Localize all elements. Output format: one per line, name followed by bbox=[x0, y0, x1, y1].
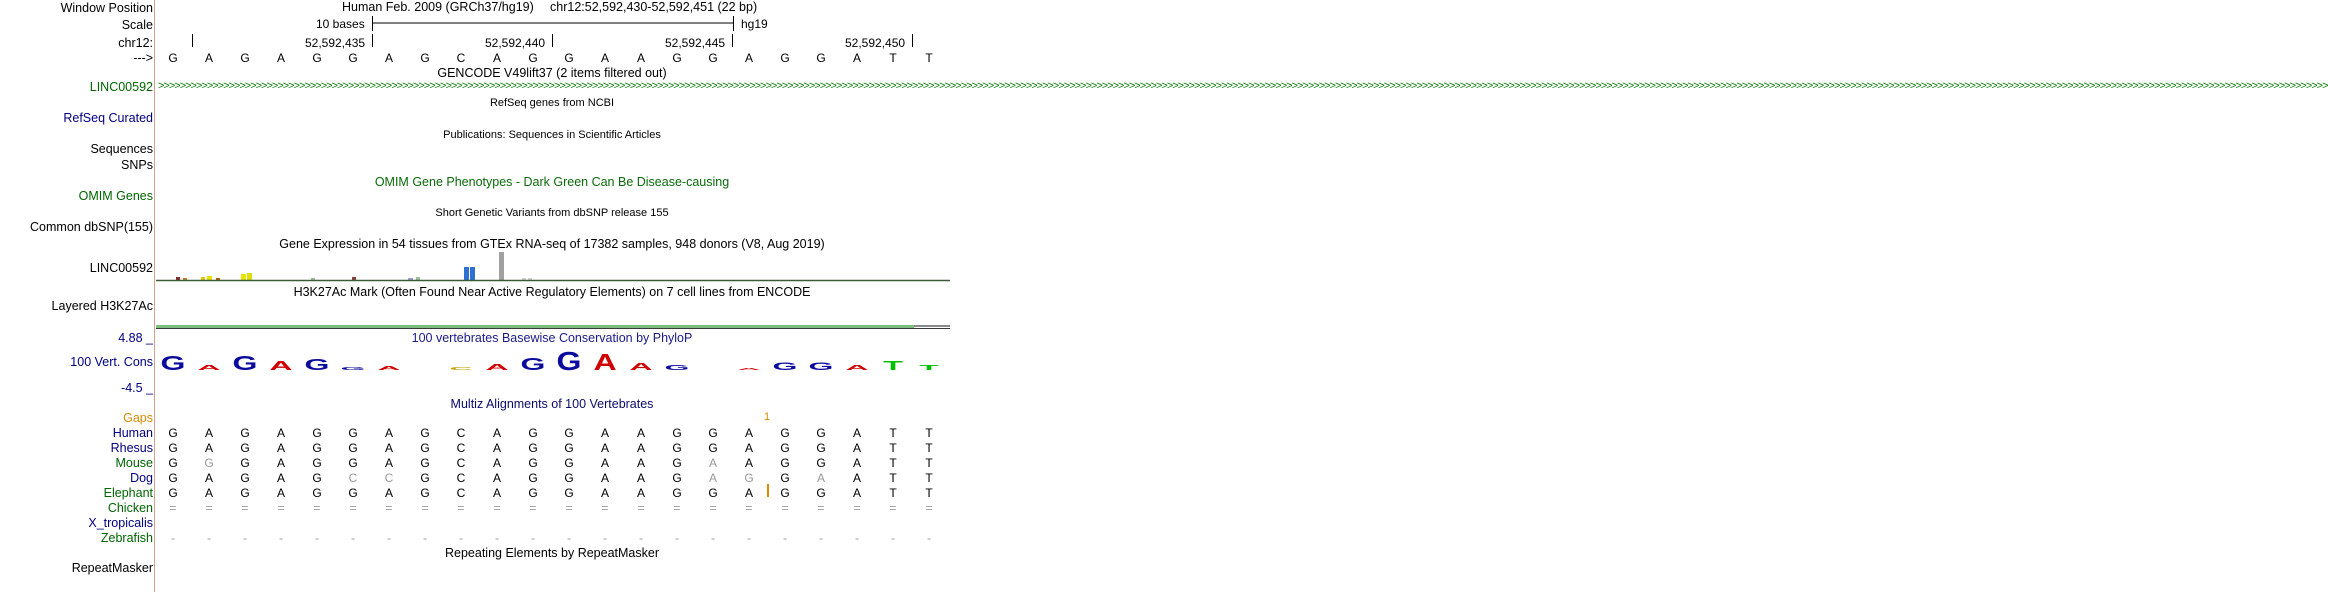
aligned-base: = bbox=[853, 501, 861, 515]
aligned-base: T bbox=[889, 456, 897, 470]
reference-base: G bbox=[420, 51, 430, 65]
aligned-base: - bbox=[315, 531, 319, 545]
reference-base: G bbox=[780, 51, 790, 65]
publications-title: Publications: Sequences in Scientific Articles bbox=[443, 129, 661, 141]
aligned-base: A bbox=[600, 486, 609, 500]
aligned-base: = bbox=[241, 501, 249, 515]
aligned-base: A bbox=[852, 441, 861, 455]
phylop-logo-letter: A bbox=[737, 367, 761, 371]
omim-title: OMIM Gene Phenotypes - Dark Green Can Be Disease-causing bbox=[374, 175, 730, 189]
aligned-base: G bbox=[168, 441, 178, 455]
aligned-base: A bbox=[384, 456, 393, 470]
aligned-base: - bbox=[279, 531, 283, 545]
aligned-base: G bbox=[528, 441, 538, 455]
aligned-base: T bbox=[925, 456, 933, 470]
h3k27ac-title: H3K27Ac Mark (Often Found Near Active Regulatory Elements) on 7 cell lines from ENCODE bbox=[293, 285, 811, 299]
aligned-base: A bbox=[492, 456, 501, 470]
reference-base: G bbox=[528, 51, 538, 65]
aligned-base: - bbox=[603, 531, 607, 545]
chrom-label[interactable]: chr12: bbox=[118, 36, 153, 50]
reference-base: G bbox=[312, 51, 322, 65]
aligned-base: = bbox=[421, 501, 429, 515]
aligned-base: C bbox=[348, 471, 358, 485]
aligned-base: A bbox=[492, 441, 501, 455]
cons-max-label: 4.88 _ bbox=[118, 331, 153, 345]
aligned-base: A bbox=[600, 456, 609, 470]
aligned-base: A bbox=[744, 441, 753, 455]
reference-base: A bbox=[492, 51, 501, 65]
aligned-base: G bbox=[564, 471, 574, 485]
aligned-base: - bbox=[675, 531, 679, 545]
aligned-base: G bbox=[528, 471, 538, 485]
aligned-base: G bbox=[816, 486, 826, 500]
aligned-base: A bbox=[276, 456, 285, 470]
aligned-base: = bbox=[349, 501, 357, 515]
aligned-base: - bbox=[423, 531, 427, 545]
reference-base: G bbox=[564, 51, 574, 65]
aligned-base: A bbox=[204, 486, 213, 500]
species-label-human[interactable]: Human bbox=[112, 426, 153, 440]
aligned-base: G bbox=[240, 426, 250, 440]
aligned-base: A bbox=[492, 486, 501, 500]
aligned-base: G bbox=[816, 456, 826, 470]
aligned-base: = bbox=[601, 501, 609, 515]
phylop-logo-letter: A bbox=[845, 363, 869, 372]
aligned-base: - bbox=[495, 531, 499, 545]
aligned-base: G bbox=[672, 486, 682, 500]
linc-gene-feature[interactable]: >>>>>>>>>>>>>>>>>>>>>>>>>>>>>>>>>>>>>>>>>>>>>>>>>>>>>>>>>>>>>>>>>>>>>>>>>>>>>>>>>>>>>>>>>>>>>>>>>>>>>>>>>>>>>>>>>>>>>>>>>>>>>>>>>>>>>>>>>>>>>>>>>>>>>>>>>>>>>>>>>>>>>>>>>>>>>>>>>>>>>>>>>>>>>>>>>>>>>>>>>>>>>>>>>>>>>>>>>>>>>>>>>>>>>>>>>>>>>>>>>>>>>>>>>>>>>>>>>>>>>>>>>>>>>>>>>>>>>>>>>>>>>>>>>>>>>>>>>>>>>>>>>>>>>>>>>>>>>>>>>>>>>>>>>>>>>>>>>>>>>>>>>>>>>>>>>>>>>>>>>>>>>>>>>>>>>>>>>>>>>>>>>>>>>>>>>>>>>>>> bbox=[158, 80, 2328, 92]
ruler-tick-label: 52,592,450 bbox=[845, 36, 906, 50]
aligned-base: T bbox=[889, 426, 897, 440]
scale-text: 10 bases bbox=[316, 17, 365, 31]
repeatmasker-label[interactable]: RepeatMasker bbox=[71, 561, 153, 575]
snps-label[interactable]: SNPs bbox=[121, 158, 153, 172]
aligned-base: - bbox=[567, 531, 571, 545]
reference-base: T bbox=[889, 51, 897, 65]
aligned-base: G bbox=[204, 456, 214, 470]
gaps-label[interactable]: Gaps bbox=[123, 411, 153, 425]
aligned-base: G bbox=[168, 456, 178, 470]
phylop-logo-letter: A bbox=[197, 363, 221, 372]
omim-label[interactable]: OMIM Genes bbox=[78, 189, 153, 203]
aligned-base: A bbox=[852, 471, 861, 485]
aligned-base: G bbox=[312, 441, 322, 455]
aligned-base: A bbox=[204, 441, 213, 455]
aligned-base: G bbox=[564, 456, 574, 470]
gencode-title: GENCODE V49lift37 (2 items filtered out) bbox=[437, 66, 667, 80]
phylop-logo-letter: T bbox=[883, 358, 903, 374]
reference-base: A bbox=[852, 51, 861, 65]
common-snp-label[interactable]: Common dbSNP(155) bbox=[30, 220, 153, 234]
aligned-base: = bbox=[781, 501, 789, 515]
aligned-base: - bbox=[855, 531, 859, 545]
aligned-base: G bbox=[312, 486, 322, 500]
aligned-base: A bbox=[636, 441, 645, 455]
aligned-base: G bbox=[672, 441, 682, 455]
aligned-base: G bbox=[420, 486, 430, 500]
aligned-base: C bbox=[456, 456, 466, 470]
aligned-base: A bbox=[852, 426, 861, 440]
reference-base: G bbox=[816, 51, 826, 65]
aligned-base: T bbox=[889, 471, 897, 485]
aligned-base: = bbox=[169, 501, 177, 515]
aligned-base: G bbox=[672, 456, 682, 470]
phylop-conservation-logo[interactable] bbox=[156, 348, 950, 378]
aligned-base: A bbox=[852, 456, 861, 470]
aligned-base: A bbox=[708, 471, 717, 485]
reference-base: A bbox=[636, 51, 645, 65]
aligned-base: A bbox=[636, 426, 645, 440]
cons-track-label[interactable]: 100 Vert. Cons bbox=[70, 355, 153, 369]
aligned-base: G bbox=[564, 441, 574, 455]
aligned-base: = bbox=[709, 501, 717, 515]
species-label-zebrafish[interactable]: Zebrafish bbox=[100, 531, 153, 545]
scale-db: hg19 bbox=[741, 17, 768, 31]
aligned-base: = bbox=[457, 501, 465, 515]
reference-base: C bbox=[456, 51, 466, 65]
refseq-title: RefSeq genes from NCBI bbox=[489, 97, 615, 109]
phylop-logo-letter: C bbox=[449, 366, 473, 371]
species-label-elephant[interactable]: Elephant bbox=[103, 486, 153, 500]
aligned-base: C bbox=[384, 471, 394, 485]
aligned-base: A bbox=[492, 426, 501, 440]
aligned-base: A bbox=[204, 426, 213, 440]
phylop-logo-letter: G bbox=[520, 355, 546, 375]
aligned-base: G bbox=[240, 471, 250, 485]
reference-base: A bbox=[744, 51, 753, 65]
aligned-base: A bbox=[492, 471, 501, 485]
aligned-base: A bbox=[204, 471, 213, 485]
aligned-base: A bbox=[276, 486, 285, 500]
aligned-base: A bbox=[744, 426, 753, 440]
aligned-base: G bbox=[420, 426, 430, 440]
aligned-base: = bbox=[493, 501, 501, 515]
phylop-logo-letter: G bbox=[304, 356, 330, 374]
aligned-base: G bbox=[528, 486, 538, 500]
phylop-logo-letter: G bbox=[556, 347, 582, 377]
phylop-logo-letter: G bbox=[340, 366, 366, 371]
species-label-mouse[interactable]: Mouse bbox=[115, 456, 153, 470]
aligned-base: T bbox=[925, 426, 933, 440]
phylop-logo-letter: G bbox=[160, 352, 186, 375]
aligned-base: G bbox=[708, 426, 718, 440]
aligned-base: G bbox=[708, 441, 718, 455]
aligned-base: G bbox=[816, 441, 826, 455]
reference-base: A bbox=[276, 51, 285, 65]
aligned-base: - bbox=[927, 531, 931, 545]
aligned-base: A bbox=[276, 441, 285, 455]
aligned-base: G bbox=[312, 426, 322, 440]
aligned-base: - bbox=[351, 531, 355, 545]
aligned-base: = bbox=[925, 501, 933, 515]
aligned-base: G bbox=[312, 456, 322, 470]
reference-base: G bbox=[240, 51, 250, 65]
aligned-base: A bbox=[636, 456, 645, 470]
aligned-base: G bbox=[168, 471, 178, 485]
aligned-base: = bbox=[565, 501, 573, 515]
aligned-base: T bbox=[925, 486, 933, 500]
aligned-base: A bbox=[636, 471, 645, 485]
aligned-base: G bbox=[780, 426, 790, 440]
reference-base: A bbox=[204, 51, 213, 65]
gap-indicator bbox=[767, 484, 769, 497]
aligned-base: T bbox=[889, 486, 897, 500]
aligned-base: G bbox=[780, 486, 790, 500]
aligned-base: A bbox=[600, 471, 609, 485]
aligned-base: - bbox=[819, 531, 823, 545]
gtex-title: Gene Expression in 54 tissues from GTEx RNA-seq of 17382 samples, 948 donors (V8, Aug 2019) bbox=[279, 237, 825, 251]
phylop-logo-letter: A bbox=[593, 349, 617, 375]
aligned-base: G bbox=[348, 486, 358, 500]
aligned-base: G bbox=[420, 441, 430, 455]
aligned-base: - bbox=[459, 531, 463, 545]
assembly-title: Human Feb. 2009 (GRCh37/hg19) bbox=[342, 0, 534, 14]
aligned-base: - bbox=[783, 531, 787, 545]
aligned-base: T bbox=[925, 441, 933, 455]
aligned-base: G bbox=[240, 486, 250, 500]
aligned-base: A bbox=[276, 471, 285, 485]
aligned-base: C bbox=[456, 471, 466, 485]
reference-base: G bbox=[672, 51, 682, 65]
reference-base: G bbox=[168, 51, 178, 65]
species-label-rhesus[interactable]: Rhesus bbox=[110, 441, 153, 455]
aligned-base: G bbox=[528, 426, 538, 440]
cons-min-label: -4.5 _ bbox=[121, 381, 153, 395]
linc-gene-label[interactable]: LINC00592 bbox=[89, 80, 153, 94]
aligned-base: A bbox=[708, 456, 717, 470]
multiz-title: Multiz Alignments of 100 Vertebrates bbox=[450, 397, 654, 411]
reference-base: G bbox=[708, 51, 718, 65]
aligned-base: G bbox=[420, 471, 430, 485]
aligned-base: - bbox=[711, 531, 715, 545]
phylop-logo-letter: G bbox=[232, 352, 258, 375]
reference-base: A bbox=[600, 51, 609, 65]
position-title: chr12:52,592,430-52,592,451 (22 bp) bbox=[550, 0, 758, 14]
species-label-dog[interactable]: Dog bbox=[130, 471, 153, 485]
aligned-base: T bbox=[925, 471, 933, 485]
aligned-base: G bbox=[780, 471, 790, 485]
aligned-base: C bbox=[456, 486, 466, 500]
aligned-base: A bbox=[852, 486, 861, 500]
dbsnp-title: Short Genetic Variants from dbSNP release 155 bbox=[435, 207, 669, 219]
repeatmasker-title: Repeating Elements by RepeatMasker bbox=[444, 546, 659, 560]
aligned-base: G bbox=[420, 456, 430, 470]
refseq-label[interactable]: RefSeq Curated bbox=[63, 111, 153, 125]
aligned-base: T bbox=[889, 441, 897, 455]
aligned-base: - bbox=[171, 531, 175, 545]
aligned-base: G bbox=[348, 456, 358, 470]
phylop-logo-letter: G bbox=[772, 360, 798, 373]
aligned-base: A bbox=[816, 471, 825, 485]
aligned-base: C bbox=[456, 441, 466, 455]
reference-base: G bbox=[348, 51, 358, 65]
species-label-x-tropicalis[interactable]: X_tropicalis bbox=[88, 516, 153, 530]
aligned-base: G bbox=[780, 456, 790, 470]
aligned-base: = bbox=[385, 501, 393, 515]
aligned-base: = bbox=[637, 501, 645, 515]
aligned-base: G bbox=[780, 441, 790, 455]
aligned-base: G bbox=[672, 426, 682, 440]
aligned-base: = bbox=[673, 501, 681, 515]
aligned-base: G bbox=[708, 486, 718, 500]
aligned-base: = bbox=[277, 501, 285, 515]
aligned-base: G bbox=[744, 471, 754, 485]
aligned-base: G bbox=[528, 456, 538, 470]
aligned-base: G bbox=[348, 441, 358, 455]
strand-label[interactable]: ---> bbox=[133, 51, 153, 65]
phylop-title: 100 vertebrates Basewise Conservation by PhyloP bbox=[411, 331, 693, 345]
aligned-base: A bbox=[600, 426, 609, 440]
label-column-divider[interactable] bbox=[154, 0, 155, 592]
aligned-base: A bbox=[636, 486, 645, 500]
aligned-base: = bbox=[745, 501, 753, 515]
aligned-base: A bbox=[744, 456, 753, 470]
species-label-chicken[interactable]: Chicken bbox=[107, 501, 153, 515]
aligned-base: C bbox=[456, 426, 466, 440]
aligned-base: - bbox=[639, 531, 643, 545]
phylop-logo-letter: G bbox=[808, 360, 834, 373]
reference-base: A bbox=[384, 51, 393, 65]
reference-base: T bbox=[925, 51, 933, 65]
ruler-tick-label: 52,592,440 bbox=[485, 36, 546, 50]
phylop-logo-letter: T bbox=[919, 363, 939, 372]
aligned-base: G bbox=[240, 456, 250, 470]
aligned-base: = bbox=[529, 501, 537, 515]
aligned-base: A bbox=[384, 441, 393, 455]
aligned-base: A bbox=[384, 426, 393, 440]
aligned-base: G bbox=[312, 471, 322, 485]
window-position-label[interactable]: Window Position bbox=[60, 1, 153, 15]
aligned-base: A bbox=[384, 486, 393, 500]
aligned-base: A bbox=[744, 486, 753, 500]
sequences-label[interactable]: Sequences bbox=[90, 142, 153, 156]
aligned-base: = bbox=[889, 501, 897, 515]
phylop-logo-letter: A bbox=[485, 362, 509, 372]
gtex-expression-graph[interactable] bbox=[156, 250, 950, 284]
phylop-logo-letter: A bbox=[629, 361, 653, 373]
aligned-base: = bbox=[817, 501, 825, 515]
aligned-base: = bbox=[313, 501, 321, 515]
h3k27ac-label[interactable]: Layered H3K27Ac bbox=[51, 299, 153, 313]
aligned-base: - bbox=[531, 531, 535, 545]
aligned-base: G bbox=[348, 426, 358, 440]
aligned-base: G bbox=[168, 486, 178, 500]
aligned-base: - bbox=[747, 531, 751, 545]
aligned-base: G bbox=[816, 426, 826, 440]
scale-label[interactable]: Scale bbox=[121, 18, 153, 32]
aligned-base: - bbox=[387, 531, 391, 545]
ruler-tick-label: 52,592,445 bbox=[665, 36, 726, 50]
aligned-base: G bbox=[564, 486, 574, 500]
aligned-base: A bbox=[276, 426, 285, 440]
phylop-logo-letter: A bbox=[269, 358, 293, 374]
aligned-base: G bbox=[672, 471, 682, 485]
aligned-base: G bbox=[168, 426, 178, 440]
ruler-tick-label: 52,592,435 bbox=[305, 36, 366, 50]
aligned-base: G bbox=[240, 441, 250, 455]
aligned-base: - bbox=[891, 531, 895, 545]
gap-count-marker: 1 bbox=[764, 411, 771, 423]
aligned-base: = bbox=[205, 501, 213, 515]
aligned-base: - bbox=[207, 531, 211, 545]
aligned-base: G bbox=[564, 426, 574, 440]
phylop-logo-letter: G bbox=[664, 363, 690, 372]
h3k27ac-signal[interactable] bbox=[156, 320, 950, 330]
phylop-logo-letter: A bbox=[377, 364, 401, 372]
aligned-base: A bbox=[600, 441, 609, 455]
aligned-base: - bbox=[243, 531, 247, 545]
gtex-gene-label[interactable]: LINC00592 bbox=[89, 261, 153, 275]
